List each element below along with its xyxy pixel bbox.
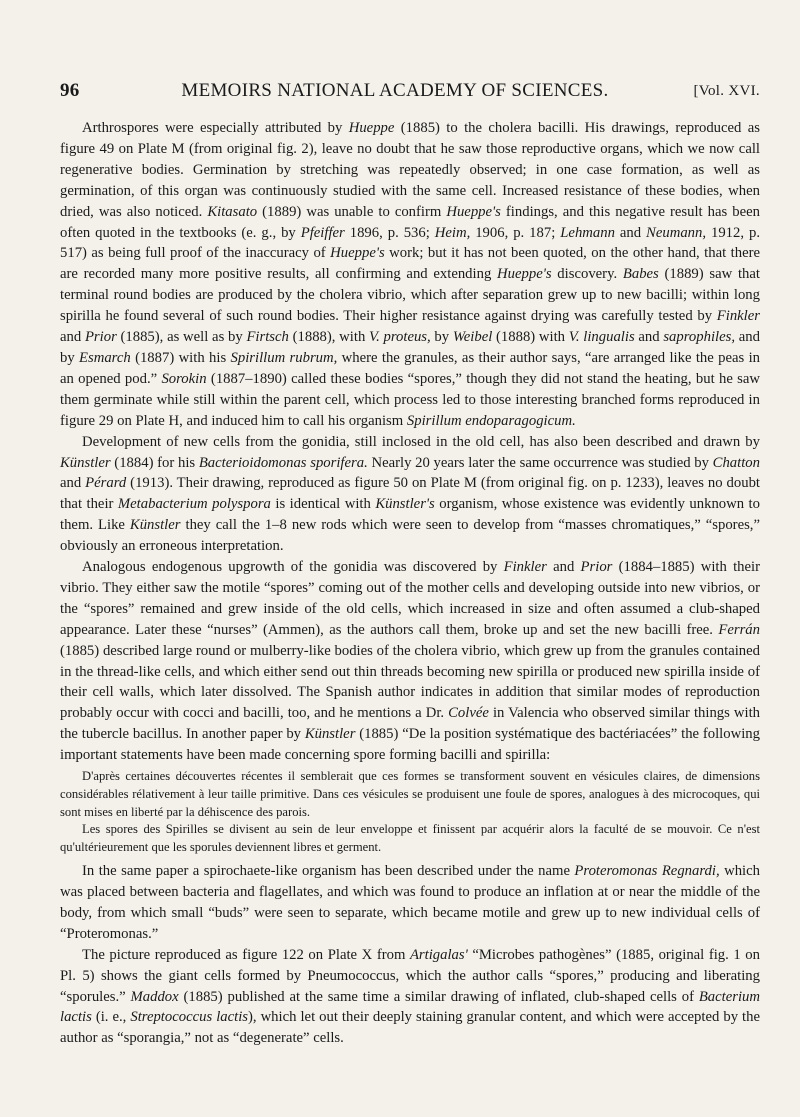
text-run: In the same paper a spirochaete-like organism has been described under the name <box>82 863 575 880</box>
italic-term: Kitasato <box>207 203 258 220</box>
text-run: and by <box>60 329 760 366</box>
text-run: The picture reproduced as figure 122 on Plate X from <box>82 946 410 963</box>
text-run: discovery. <box>551 266 623 283</box>
italic-term: saprophiles, <box>663 329 736 346</box>
text-run: and <box>60 475 86 492</box>
text-run: 1906, p. 187; <box>470 224 561 241</box>
italic-term: V. proteus, <box>369 329 431 346</box>
italic-term: Prior <box>580 559 613 576</box>
text-run: and <box>546 559 581 576</box>
page-number: 96 <box>60 80 80 101</box>
italic-term: Neumann, <box>646 224 707 241</box>
body-paragraph <box>60 118 760 432</box>
italic-term: Lehmann <box>560 224 615 241</box>
text-run: Nearly 20 years later the same occurrence was studied by <box>367 454 713 471</box>
italic-term: Sorokin <box>161 370 207 387</box>
italic-term: Finkler <box>503 559 547 576</box>
italic-term: Bacterium lactis <box>60 988 760 1026</box>
italic-term: Chatton <box>712 454 760 471</box>
text-run: ), which let out their deeply staining granular content, and which were accepted by the author as “sporangia,” not as “degenerate” cells. <box>60 1009 760 1047</box>
text-run: (1913). Their drawing, reproduced as figure 50 on Plate M (from original fig. on p. 1233), leaves no doubt that their <box>60 475 760 513</box>
body-paragraph <box>60 945 760 1050</box>
italic-term: Hueppe's <box>330 245 385 262</box>
text-run: (1888), with <box>288 329 370 346</box>
text-run: and <box>614 224 647 241</box>
quoted-passage <box>60 821 760 857</box>
text-run: and <box>60 329 85 346</box>
italic-term: Bacterioidomonas sporifera. <box>198 454 368 471</box>
text-run: where the granules, as their author says, “are arranged like the peas in an opened pod.” <box>60 349 761 387</box>
page <box>60 80 760 1049</box>
italic-term: Hueppe <box>348 120 395 136</box>
italic-term: Hueppe's <box>497 266 552 283</box>
italic-term: V. lingualis <box>568 329 635 346</box>
text-run: (1885) described large round or mulberry-like bodies of the cholera vibrio, which grew up from the granules contained in the thread-like cells, and which either send out thin threads becoming new spirilla or produced new spirilla inside of their cell walls, which later dissolved. The Spanish author indicates in addition that similar modes of reproduction probably occur with cocci and bacilli, too, and he mentions a Dr. <box>60 642 760 722</box>
italic-term: Künstler <box>60 454 111 471</box>
volume-label: [Vol. XVI. <box>693 83 760 99</box>
article-body <box>60 118 760 1049</box>
text-run: which was placed between bacteria and flagellates, and which was found to produce an inflation at or near the middle of the body, from which small “buds” were seen to separate, which became motile and grew up to new individual cells of “Proteromonas.” <box>60 863 760 942</box>
text-run: work; but it has not been quoted, on the other hand, that there are recorded many more positive results, all confirming and extending <box>60 245 761 283</box>
body-paragraph <box>60 861 760 945</box>
italic-term: Colvée <box>448 705 489 722</box>
text-run: (1887) with his <box>130 349 231 366</box>
text-run: (1887–1890) called these bodies “spores,” though they did not stand the heating, but he saw them germinate while still within the parent cell, which process led to those interesting branched forms reproduced in figure 29 on Plate H, and induced him to call his organism <box>60 370 760 429</box>
italic-term: Künstler's <box>375 496 435 513</box>
text-run: Analogous endogenous upgrowth of the gonidia was discovered by <box>82 559 504 576</box>
text-run: (1885) “De la position systématique des bactériacées” the following important statements have been made concerning spore forming bacilli and spirilla: <box>60 726 760 764</box>
text-run: and <box>634 329 664 346</box>
text-run: 1912, p. 517) as being full proof of the inaccuracy of <box>60 224 760 262</box>
body-paragraph <box>60 557 760 766</box>
text-run: organism, whose existence was evidently unknown to them. Like <box>60 496 760 534</box>
italic-term: Proteromonas Regnardi, <box>574 863 720 880</box>
text-run: Development of new cells from the gonidia, still inclosed in the old cell, has also been described and drawn by <box>82 433 760 450</box>
text-run: 1896, p. 536; <box>344 224 435 241</box>
italic-term: Streptococcus lactis <box>130 1009 249 1026</box>
italic-term: Künstler <box>129 517 181 534</box>
italic-term: Artigalas' <box>409 946 468 963</box>
italic-term: Babes <box>622 266 659 283</box>
italic-term: Spirillum endoparagogicum. <box>406 412 576 429</box>
text-run: findings, and this negative result has been often quoted in the textbooks (e. g., by <box>60 203 760 241</box>
italic-term: Pfeiffer <box>300 224 345 241</box>
italic-term: Künstler <box>304 726 356 743</box>
text-run: Arthrospores were especially attributed by <box>82 120 349 136</box>
text-run: (1889) was unable to confirm <box>257 203 447 220</box>
italic-term: Esmarch <box>79 349 131 366</box>
running-header <box>60 80 760 106</box>
text-run: D'après certaines découvertes récentes il semblerait que ces formes se transforment souvent en vésicules claires, de dimensions considérables rélativement à leur taille primitive. Dans ces vésicules se produisent une foule de spores, analogues à des microcoques, qui sont mises en liberté par la déhiscence des parois. <box>60 769 760 819</box>
italic-term: Spirillum rubrum, <box>230 349 338 366</box>
text-run: (1885), as well as by <box>116 329 247 346</box>
body-paragraph <box>60 432 760 557</box>
text-run: is identical with <box>270 496 376 513</box>
italic-term: Weibel <box>452 329 493 346</box>
journal-title: MEMOIRS NATIONAL ACADEMY OF SCIENCES. <box>181 80 609 101</box>
italic-term: Finkler <box>716 308 760 325</box>
text-run: (1888) with <box>492 329 569 346</box>
text-run: they call the 1–8 new rods which were seen to develop from “masses chromatiques,” “spores,” obviously an erroneous interpretation. <box>60 517 760 555</box>
text-run: (1884) for his <box>110 454 199 471</box>
text-run: “Microbes pathogènes” (1885, original fig. 1 on Pl. 5) shows the giant cells formed by Pneumococcus, which the author calls “spores,” producing and liberating “sporules.” <box>60 946 760 1005</box>
text-run: (1889) saw that terminal round bodies are produced by the cholera vibrio, which after separation grew up to new bacilli; within long spirilla he found several of such round bodies. Their higher resistance against drying was carefully tested by <box>60 266 761 325</box>
text-run: (1885) to the cholera bacilli. His drawings, reproduced as figure 49 on Plate M (from original fig. 2), leave no doubt that he saw those reproductive organs, which we now call regenerative bodies. Germination by stretching was repeatedly observed; in one case formation, as well as germination, of this organ was continuously studied with the same cell. Increased resistance of these bodies, when dried, was also noticed. <box>60 120 760 220</box>
italic-term: Maddox <box>130 988 179 1005</box>
text-run: (i. e., <box>91 1009 131 1026</box>
quoted-passage <box>60 768 760 821</box>
italic-term: Firtsch <box>246 329 289 346</box>
text-run: in Valencia who observed similar things with the tubercle bacillus. In another paper by <box>60 705 760 743</box>
italic-term: Hueppe's <box>446 203 501 220</box>
italic-term: Heim, <box>434 224 471 241</box>
text-run: by <box>430 329 453 346</box>
italic-term: Ferrán <box>718 621 760 638</box>
text-run: (1884–1885) with their vibrio. They either saw the motile “spores” coming out of the mother cells and developing outside into new vibrios, or the “spores” remained and grew inside of the old cells, which increased in size and often assumed a club-shaped appearance. Later these “nurses” (Ammen), as the authors call them, broke up and set the new bacilli free. <box>60 559 760 638</box>
italic-term: Metabacterium polyspora <box>117 496 271 513</box>
text-run: (1885) published at the same time a similar drawing of inflated, club-shaped cells of <box>178 988 699 1005</box>
text-run: Les spores des Spirilles se divisent au sein de leur enveloppe et finissent par acquérir alors la faculté de se mouvoir. Ce n'est qu'ultérieurement que les sporules deviennent libres et germent. <box>60 822 760 855</box>
italic-term: Pérard <box>85 475 127 492</box>
italic-term: Prior <box>84 329 117 346</box>
